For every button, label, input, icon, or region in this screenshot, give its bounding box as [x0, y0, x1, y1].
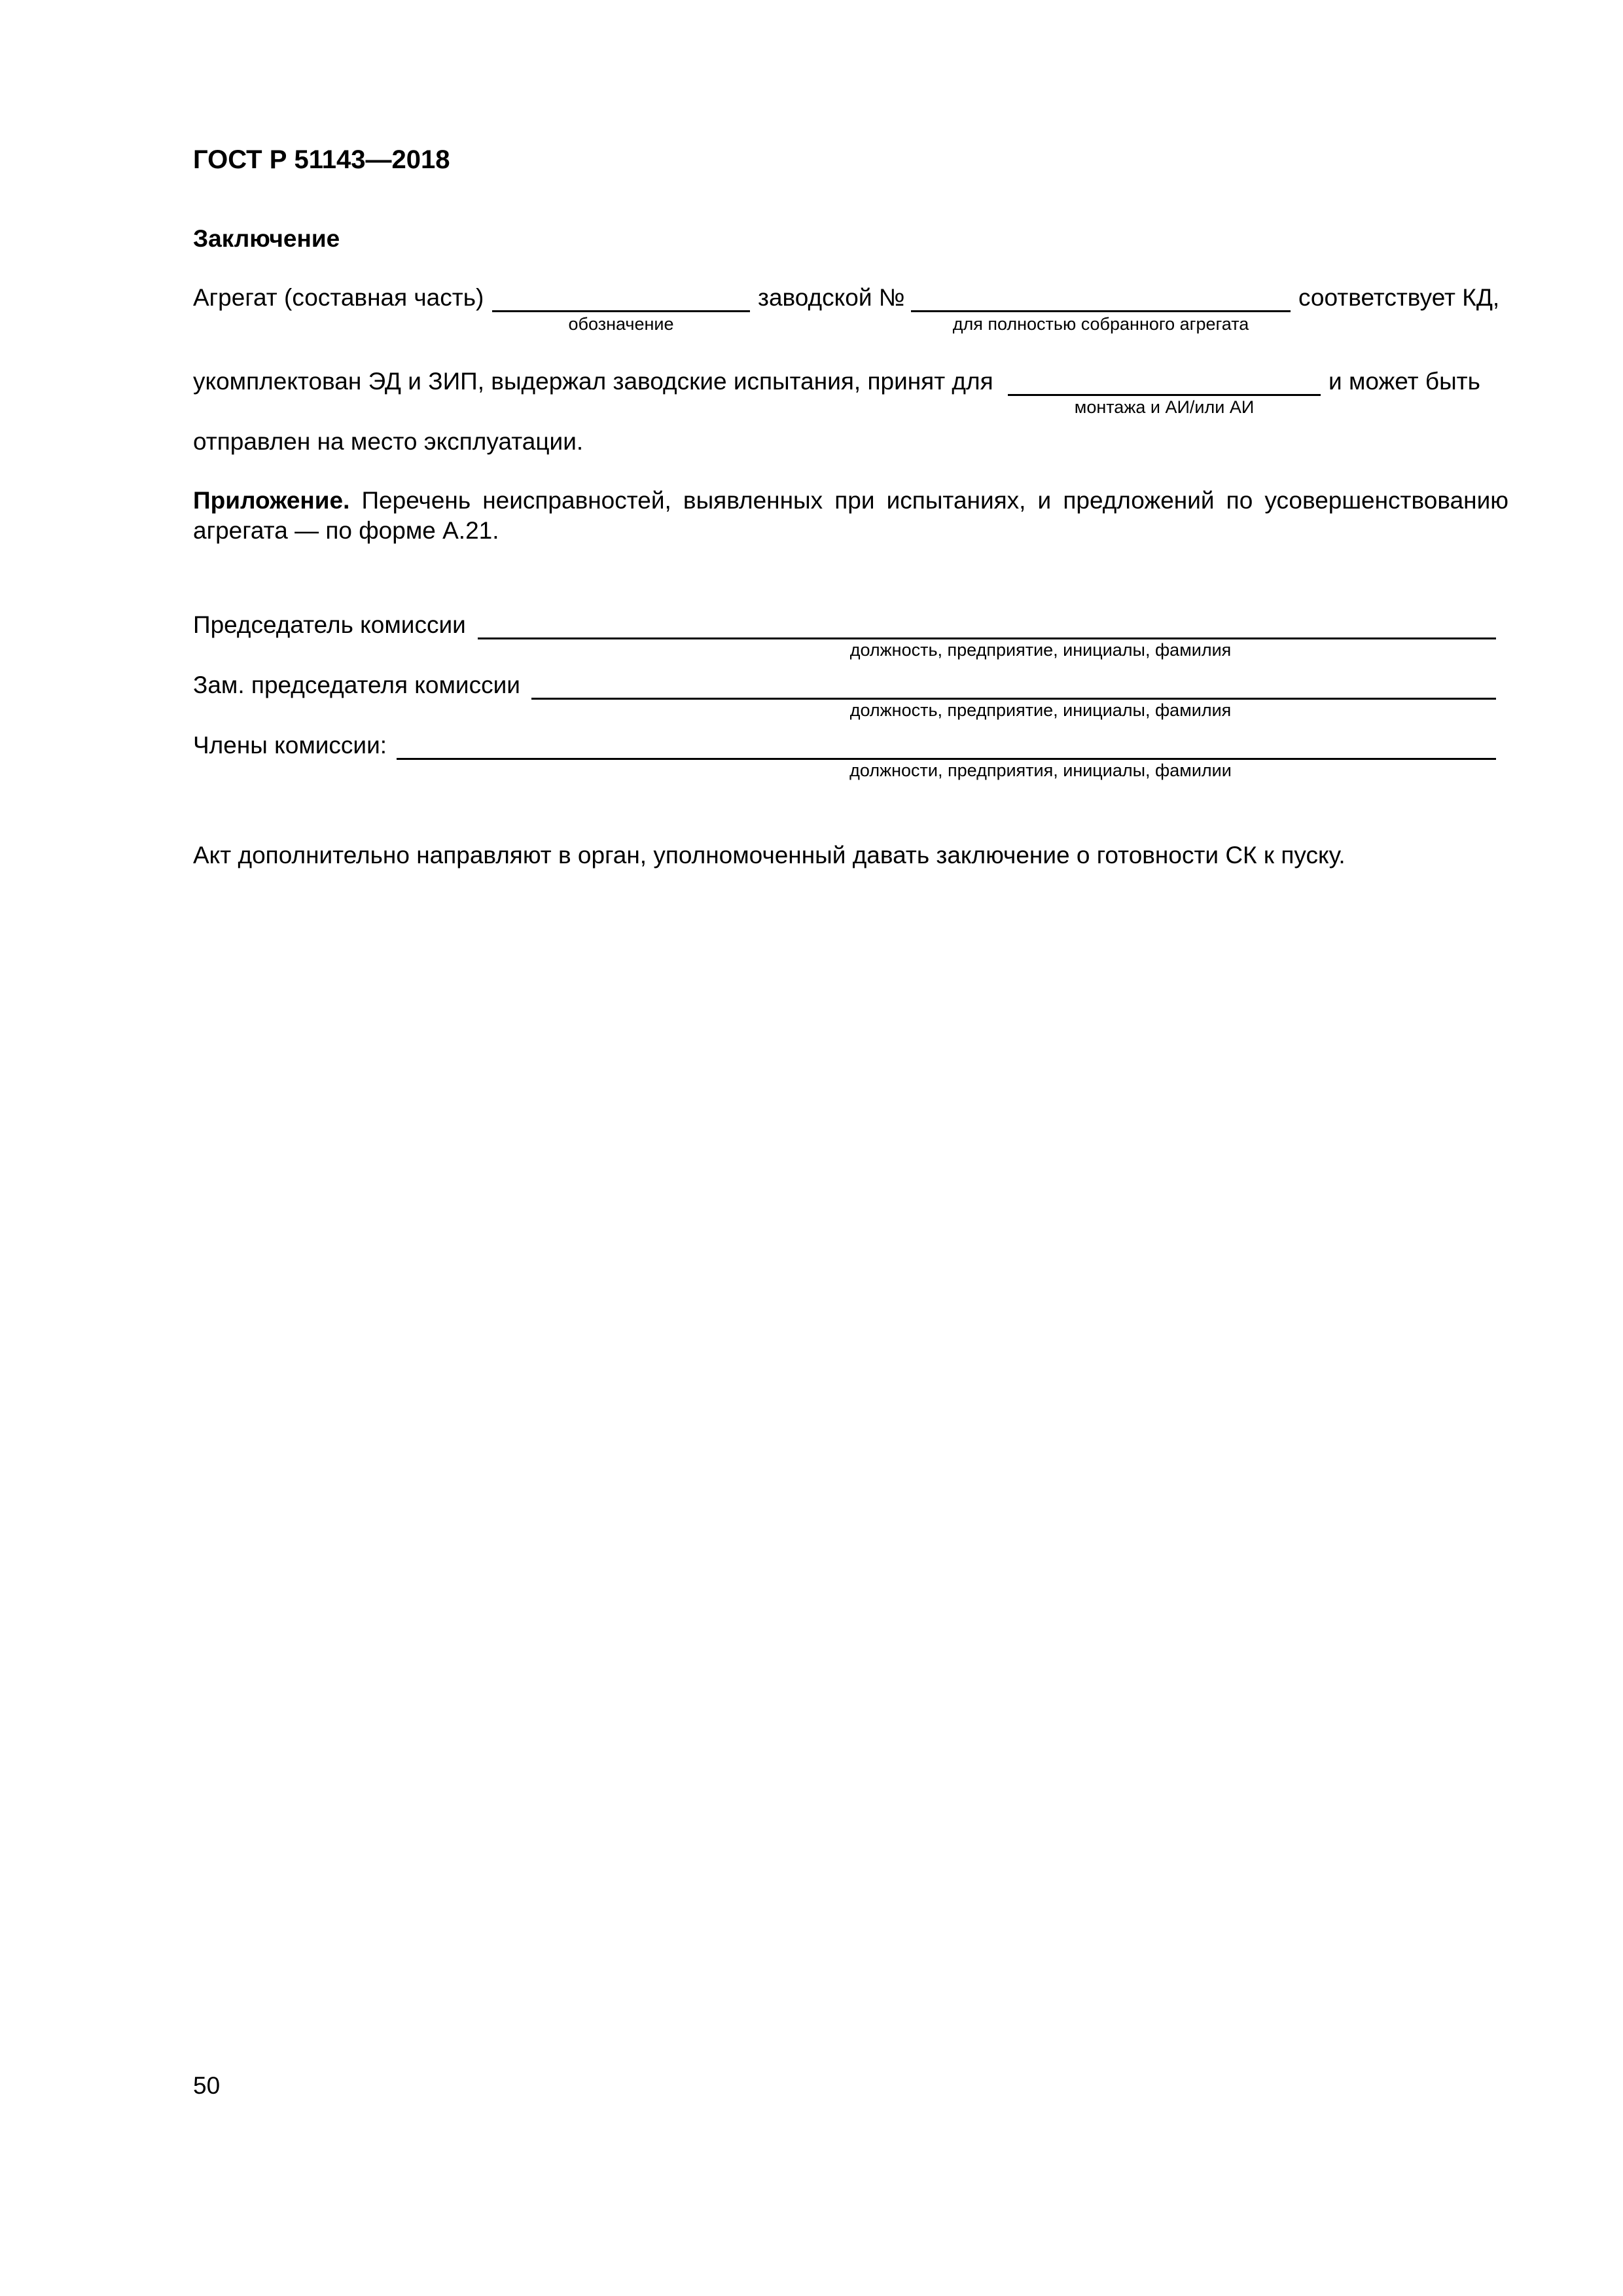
- purpose-field[interactable]: [1008, 394, 1321, 396]
- shipping-label: и может быть: [1329, 368, 1480, 395]
- chairman-caption: должность, предприятие, инициалы, фамилия: [849, 640, 1232, 660]
- page-number: 50: [193, 2072, 221, 2099]
- appendix-text: Перечень неисправностей, выявленных при испытаниях, и предложений по усовершенствованию агрегата — по форме А.21.: [193, 487, 1508, 544]
- act-note: Акт дополнительно направляют в орган, уполномоченный давать заключение о готовности СК к пуску.: [193, 842, 1346, 869]
- serial-number-label: заводской №: [758, 284, 905, 311]
- members-caption: должности, предприятия, инициалы, фамилии: [849, 761, 1232, 780]
- members-signature-field[interactable]: [397, 758, 1496, 760]
- purpose-caption: монтажа и АИ/или АИ: [1074, 397, 1255, 417]
- appendix-label: Приложение.: [193, 487, 350, 514]
- chairman-label: Председатель комиссии: [193, 611, 466, 638]
- document-number: ГОСТ Р 51143—2018: [193, 145, 450, 174]
- vice-chairman-label: Зам. председателя комиссии: [193, 672, 520, 698]
- unit-label: Агрегат (составная часть): [193, 284, 484, 311]
- designation-caption: обозначение: [568, 314, 674, 334]
- conformity-label: соответствует КД,: [1298, 284, 1500, 311]
- chairman-signature-field[interactable]: [478, 637, 1496, 639]
- serial-number-caption: для полностью собранного агрегата: [952, 314, 1249, 334]
- members-label: Члены комиссии:: [193, 732, 387, 759]
- vice-chairman-signature-field[interactable]: [531, 698, 1496, 700]
- vice-chairman-caption: должность, предприятие, инициалы, фамилия: [849, 700, 1232, 720]
- section-title: Заключение: [193, 225, 340, 252]
- appendix-paragraph: [193, 486, 1508, 546]
- designation-field[interactable]: [492, 310, 750, 312]
- destination-text: отправлен на место эксплуатации.: [193, 428, 584, 455]
- serial-number-field[interactable]: [911, 310, 1291, 312]
- acceptance-label: укомплектован ЭД и ЗИП, выдержал заводские испытания, принят для: [193, 368, 993, 395]
